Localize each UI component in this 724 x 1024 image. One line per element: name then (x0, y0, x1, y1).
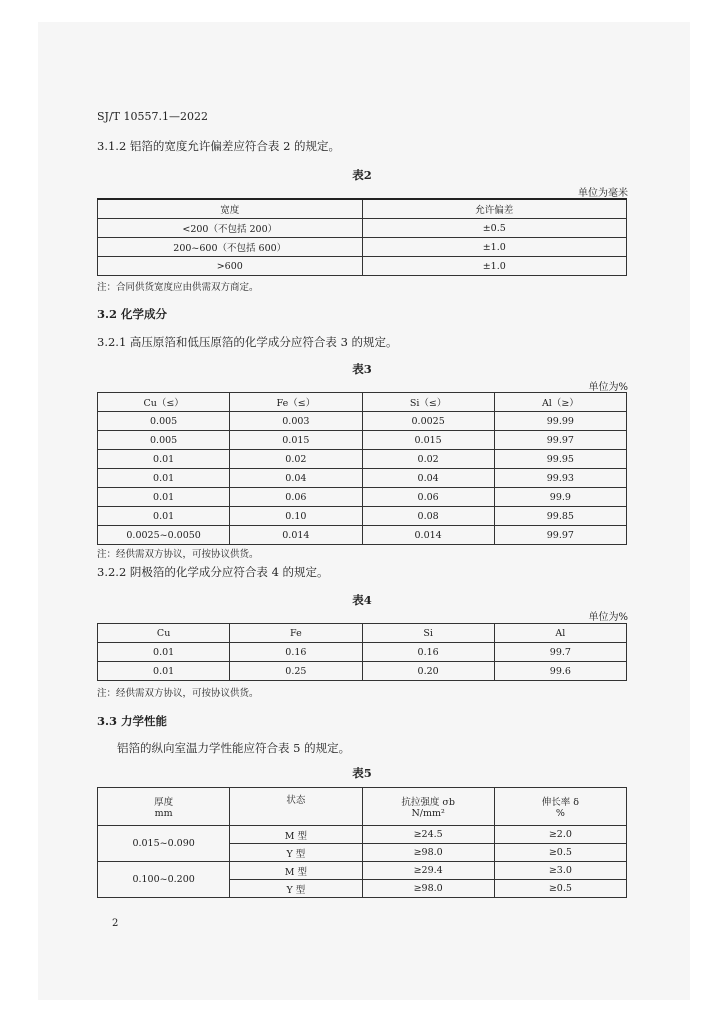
table2-unit: 单位为毫米 (578, 188, 628, 199)
table2-header: 宽度 (98, 199, 363, 219)
table4 (97, 623, 627, 681)
table-row: Y 型 ≥98.0 ≥0.5 (98, 844, 627, 862)
table3-header: Cu（≤） (98, 393, 230, 412)
clause-3-2-2: 3.2.2 阴极箔的化学成分应符合表 4 的规定。 (97, 565, 329, 579)
table3-caption: 表3 (352, 362, 372, 376)
table4-caption: 表4 (352, 593, 372, 607)
table5-header: 伸长率 δ % (494, 788, 626, 826)
standard-number: SJ/T 10557.1—2022 (97, 110, 208, 123)
table-row: 0.01 0.16 0.16 99.7 (98, 643, 627, 662)
table-row: 0.01 0.10 0.08 99.85 (98, 507, 627, 526)
table-row: Y 型 ≥98.0 ≥0.5 (98, 880, 627, 898)
section-3-2: 3.2 化学成分 (97, 307, 168, 321)
clause-3-3-text: 铝箔的纵向室温力学性能应符合表 5 的规定。 (117, 741, 351, 755)
table4-header: Si (362, 624, 494, 643)
table3-header: Si（≤） (362, 393, 494, 412)
table5-header: 抗拉强度 σb N/mm² (362, 788, 494, 826)
table3-unit: 单位为% (588, 382, 628, 393)
table4-note: 注：经供需双方协议，可按协议供货。 (97, 688, 259, 699)
table4-unit: 单位为% (588, 612, 628, 623)
table3 (97, 392, 627, 545)
table-row: >600 ±1.0 (98, 257, 627, 276)
table3-header: Al（≥） (494, 393, 626, 412)
section-3-3: 3.3 力学性能 (97, 714, 168, 728)
table-row: 0.015~0.090 M 型 ≥24.5 ≥2.0 (98, 826, 627, 844)
table-row: 200~600（不包括 600） ±1.0 (98, 238, 627, 257)
page-number: 2 (112, 918, 119, 929)
table-row: 0.0025~0.0050 0.014 0.014 99.97 (98, 526, 627, 545)
table5-header: 状态 (230, 788, 362, 826)
table2-header: 允许偏差 (362, 199, 627, 219)
table-row: 0.01 0.04 0.04 99.93 (98, 469, 627, 488)
table-row: 0.01 0.06 0.06 99.9 (98, 488, 627, 507)
table2-caption: 表2 (352, 168, 372, 182)
table-row: 0.005 0.003 0.0025 99.99 (98, 412, 627, 431)
table3-header: Fe（≤） (230, 393, 362, 412)
table-row: 0.01 0.02 0.02 99.95 (98, 450, 627, 469)
clause-3-2-1: 3.2.1 高压原箔和低压原箔的化学成分应符合表 3 的规定。 (97, 335, 398, 349)
table4-header: Al (494, 624, 626, 643)
table4-header: Cu (98, 624, 230, 643)
table2-note: 注：合同供货宽度应由供需双方商定。 (97, 282, 259, 293)
clause-3-1-2: 3.1.2 铝箔的宽度允许偏差应符合表 2 的规定。 (97, 139, 341, 153)
table3-note: 注：经供需双方协议，可按协议供货。 (97, 549, 259, 560)
table5 (97, 787, 627, 898)
table-row: 0.005 0.015 0.015 99.97 (98, 431, 627, 450)
table-row: 0.100~0.200 M 型 ≥29.4 ≥3.0 (98, 862, 627, 880)
table5-header: 厚度 mm (98, 788, 230, 826)
table2 (97, 198, 627, 276)
table4-header: Fe (230, 624, 362, 643)
table-row: <200（不包括 200） ±0.5 (98, 219, 627, 238)
table5-caption: 表5 (352, 766, 372, 780)
table-row: 0.01 0.25 0.20 99.6 (98, 662, 627, 681)
